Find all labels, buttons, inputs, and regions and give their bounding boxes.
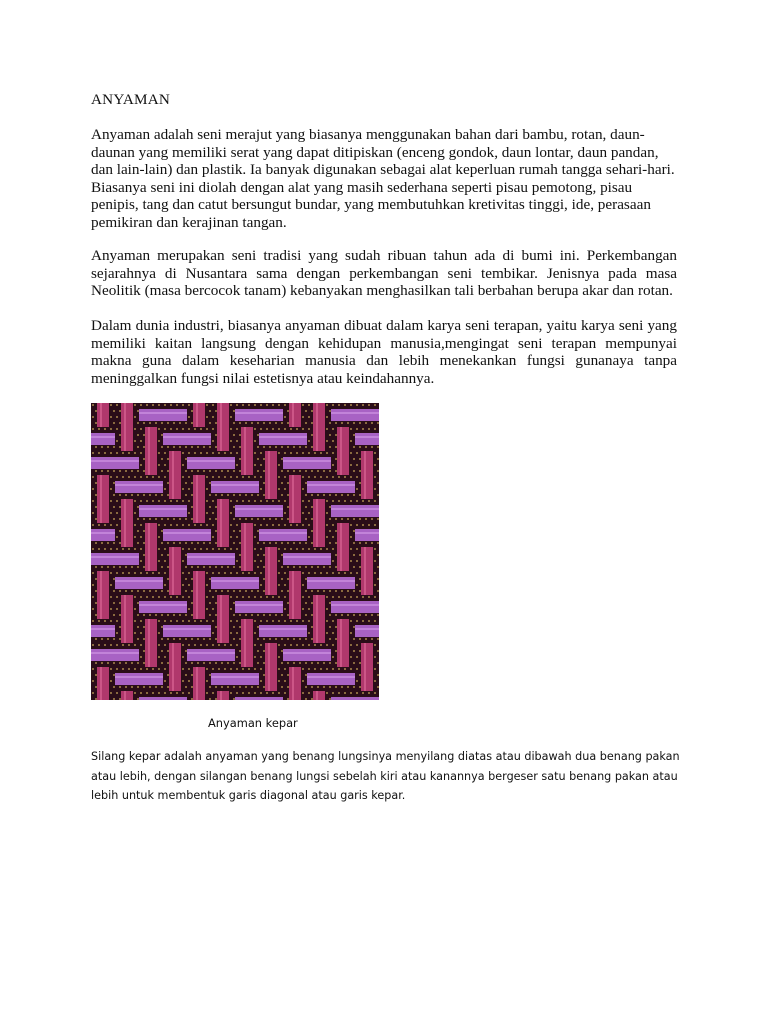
twill-weave-pattern	[91, 403, 379, 700]
paragraph-industry: Dalam dunia industri, biasanya anyaman dibuat dalam karya seni terapan, yaitu karya seni yang memiliki kaitan langsung dengan kehidupan manusia,mengingat seni terapan mempunyai makna guna dalam keseharian manusia dan lebih menekankan fungsi gunanaya tanpa meninggalkan fungsi nilai estetisnya atau keindahannya.	[91, 317, 677, 387]
figure-caption: Anyaman kepar	[208, 716, 298, 730]
twill-description: Silang kepar adalah anyaman yang benang lungsinya menyilang diatas atau dibawah dua benang pakan atau lebih, dengan silangan benang lungsi sebelah kiri atau kanannya bergeser satu benang pakan atau lebih untuk membentuk garis diagonal atau garis kepar.	[91, 750, 680, 803]
twill-weave-image	[91, 403, 379, 700]
document-title: ANYAMAN	[91, 91, 171, 108]
paragraph-history: Anyaman merupakan seni tradisi yang sudah ribuan tahun ada di bumi ini. Perkembangan sejarahnya di Nusantara sama dengan perkembangan seni tembikar. Jenisnya pada masa Neolitik (masa bercocok tanam) kebanyakan menghasilkan tali berbahan berupa akar dan rotan.	[91, 247, 677, 300]
paragraph-definition: Anyaman adalah seni merajut yang biasanya menggunakan bahan dari bambu, rotan, daun-daunan yang memiliki serat yang dapat ditipiskan (enceng gondok, daun lontar, daun pandan, dan lain-lain) dan plastik. Ia banyak digunakan sebagai alat keperluan rumah tangga sehari-hari. Biasanya seni ini diolah dengan alat yang masih sederhana seperti pisau pemotong, pisau penipis, tang dan catut bersungut bundar, yang membutuhkan kretivitas tinggi, ide, perasaan pemikiran dan kerajinan tangan.	[91, 126, 675, 231]
